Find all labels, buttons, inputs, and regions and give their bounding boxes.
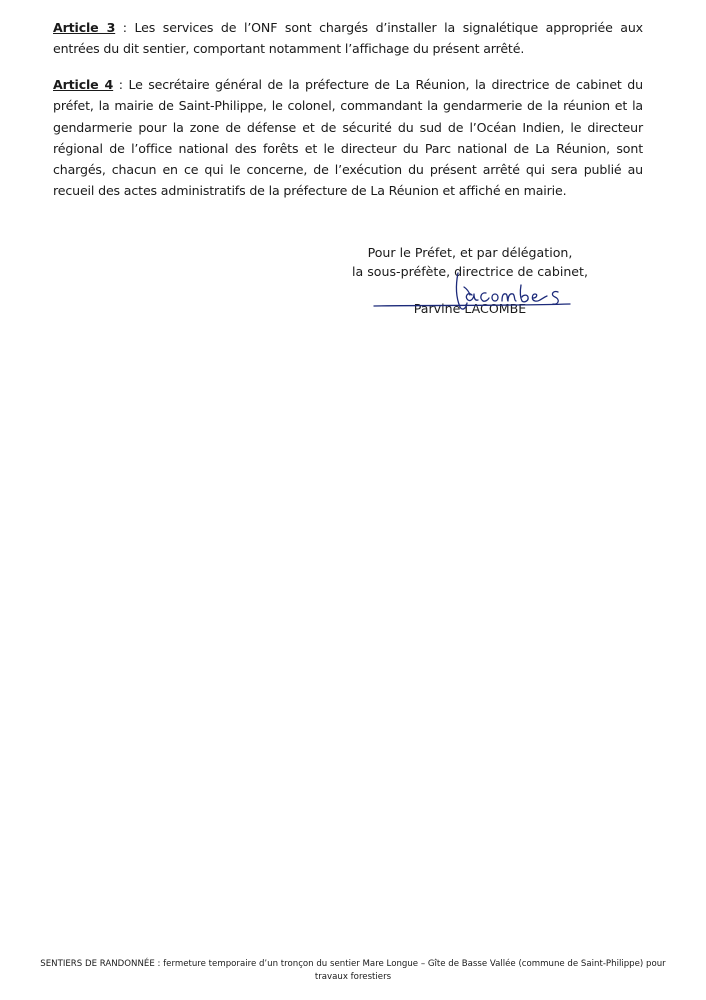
footer-label: SENTIERS DE RANDONNÉE xyxy=(40,959,155,969)
article-3-text: Les services de l’ONF sont chargés d’installer la signalétique appropriée aux entrées du dit sentier, comportant notamment l’affichage du présent arrêté. xyxy=(53,20,643,57)
article-3-separator: : xyxy=(115,20,135,35)
article-3-paragraph xyxy=(53,17,643,60)
handwritten-signature xyxy=(372,265,572,315)
article-4-separator: : xyxy=(113,77,129,92)
signature-delegation-line: Pour le Préfet, et par délégation, xyxy=(367,245,573,260)
signatory-name: Parvine LACOMBE xyxy=(413,301,527,316)
article-4-paragraph xyxy=(53,74,643,202)
document-footer xyxy=(40,958,666,984)
article-4-text: Le secrétaire général de la préfecture de La Réunion, la directrice de cabinet du préfet, la mairie de Saint-Philippe, le colonel, commandant la gendarmerie de la réunion et la gendarmerie pour la zone de défense et de sécurité du sud de l’Océan Indien, le directeur régional de l’office national des forêts et le directeur du Parc national de La Réunion, sont chargés, chacun en ce qui le concerne, de l’exécution du présent arrêté qui sera publié au recueil des actes administratifs de la préfecture de La Réunion et affiché en mairie. xyxy=(53,77,643,199)
article-3-label: Article 3 xyxy=(53,20,116,35)
footer-text: fermeture temporaire d’un tronçon du sentier Mare Longue – Gîte de Basse Vallée (commune de Saint-Philippe) pour travaux forestiers xyxy=(163,959,666,982)
article-4-label: Article 4 xyxy=(53,77,114,92)
signature-title-line: la sous-préfète, directrice de cabinet, xyxy=(352,264,588,279)
footer-separator: : xyxy=(154,959,164,969)
